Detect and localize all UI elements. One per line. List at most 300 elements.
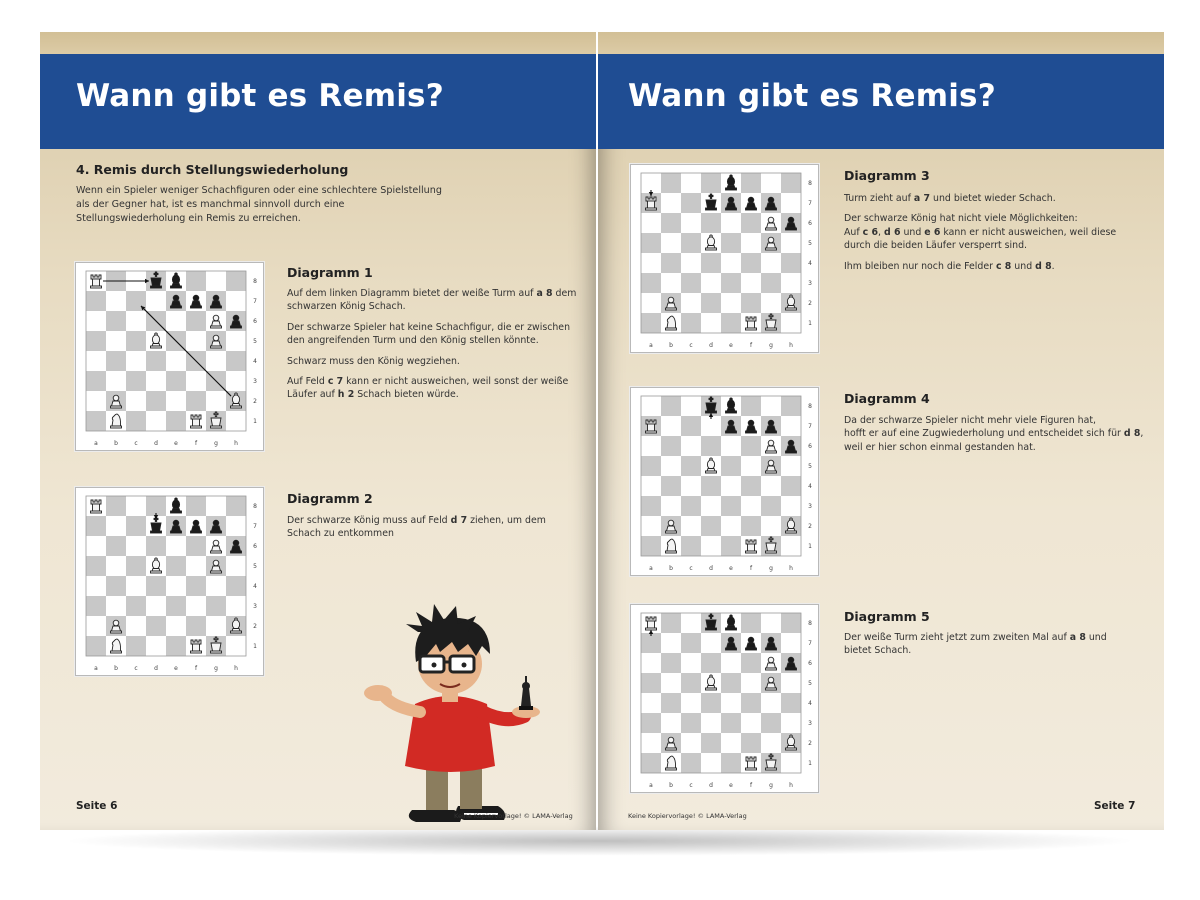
file-label: e: [729, 342, 733, 349]
bold-square: c 6: [862, 226, 878, 238]
board-square: [741, 733, 761, 753]
white-rook-piece: [646, 420, 657, 433]
file-label: b: [114, 440, 118, 447]
board-square: [741, 436, 761, 456]
board-square: [681, 673, 701, 693]
board-square: [126, 371, 146, 391]
white-rook-piece: [746, 540, 757, 553]
rank-label: 2: [808, 740, 812, 747]
rank-label: 5: [253, 338, 257, 345]
file-label: c: [689, 565, 693, 572]
diagram-1-text: [287, 287, 577, 409]
rank-label: 4: [808, 700, 812, 707]
diagram-5-title: Diagramm 5: [844, 609, 930, 624]
paragraph: Auf dem linken Diagramm bietet der weiße Turm auf a 8 dem schwarzen König Schach.: [287, 288, 577, 313]
board-square: [741, 173, 761, 193]
board-square: [641, 713, 661, 733]
file-label: h: [789, 342, 793, 349]
rank-label: 3: [808, 280, 812, 287]
board-square: [721, 733, 741, 753]
board-square: [186, 616, 206, 636]
board-square: [681, 613, 701, 633]
board-square: [701, 476, 721, 496]
board-square: [661, 233, 681, 253]
board-square: [86, 576, 106, 596]
board-square: [661, 713, 681, 733]
board-square: [641, 673, 661, 693]
board-square: [641, 476, 661, 496]
board-square: [661, 476, 681, 496]
board-square: [226, 516, 246, 536]
chess-diagram-2: [75, 487, 264, 676]
chess-board: [76, 263, 263, 450]
board-square: [701, 633, 721, 653]
board-square: [641, 293, 661, 313]
board-square: [126, 496, 146, 516]
board-square: [781, 536, 801, 556]
board-square: [781, 193, 801, 213]
board-square: [681, 193, 701, 213]
rank-label: 1: [808, 320, 812, 327]
board-square: [741, 396, 761, 416]
file-label: f: [194, 665, 198, 672]
chess-board: [631, 388, 818, 575]
board-square: [741, 476, 761, 496]
board-square: [86, 616, 106, 636]
board-square: [126, 556, 146, 576]
board-square: [86, 351, 106, 371]
rank-label: 3: [808, 503, 812, 510]
file-label: a: [94, 665, 98, 672]
page-top-band: [598, 32, 1164, 54]
board-square: [106, 516, 126, 536]
board-square: [106, 311, 126, 331]
board-square: [206, 616, 226, 636]
board-square: [661, 396, 681, 416]
board-square: [641, 693, 661, 713]
chess-board: [631, 605, 818, 792]
board-square: [681, 273, 701, 293]
rank-label: 7: [808, 640, 812, 647]
bold-square: d 8: [1035, 260, 1052, 272]
board-square: [741, 233, 761, 253]
board-square: [681, 713, 701, 733]
board-square: [86, 311, 106, 331]
rank-label: 1: [253, 643, 257, 650]
rank-label: 7: [808, 200, 812, 207]
file-label: d: [709, 782, 713, 789]
white-rook-piece: [646, 197, 657, 210]
board-square: [721, 673, 741, 693]
board-square: [701, 733, 721, 753]
rank-label: 5: [808, 240, 812, 247]
rank-label: 2: [808, 523, 812, 530]
board-square: [681, 293, 701, 313]
file-label: a: [649, 565, 653, 572]
file-label: a: [94, 440, 98, 447]
page-top-band: [40, 32, 596, 54]
board-square: [226, 496, 246, 516]
board-square: [226, 636, 246, 656]
board-square: [741, 496, 761, 516]
board-square: [681, 173, 701, 193]
file-label: d: [154, 665, 158, 672]
board-square: [146, 576, 166, 596]
file-label: b: [114, 665, 118, 672]
diagram-4-title: Diagramm 4: [844, 391, 930, 406]
diagram-4-text: [844, 414, 1144, 461]
chess-diagram-5: [630, 604, 819, 793]
board-square: [781, 456, 801, 476]
paragraph: Da der schwarze Spieler nicht mehr viele Figuren hat, hofft er auf eine Zugwiederholung und entscheidet sich für d 8, weil er hier schon einmal gestanden hat.: [844, 415, 1144, 453]
board-square: [186, 371, 206, 391]
board-square: [226, 271, 246, 291]
board-square: [126, 331, 146, 351]
file-label: f: [749, 782, 753, 789]
board-square: [641, 273, 661, 293]
file-label: e: [174, 440, 178, 447]
board-square: [126, 411, 146, 431]
file-label: d: [709, 565, 713, 572]
rank-label: 3: [808, 720, 812, 727]
board-square: [741, 516, 761, 536]
board-square: [166, 351, 186, 371]
file-label: f: [749, 342, 753, 349]
file-label: c: [134, 440, 138, 447]
file-label: g: [769, 782, 773, 789]
board-square: [641, 213, 661, 233]
mascot-illustration: [360, 592, 540, 830]
board-square: [761, 273, 781, 293]
board-square: [641, 233, 661, 253]
board-square: [186, 496, 206, 516]
board-square: [781, 273, 801, 293]
board-square: [166, 576, 186, 596]
board-square: [166, 371, 186, 391]
file-label: b: [669, 565, 673, 572]
diagram-3-title: Diagramm 3: [844, 168, 930, 183]
board-square: [126, 616, 146, 636]
board-square: [701, 713, 721, 733]
board-square: [721, 476, 741, 496]
board-square: [681, 396, 701, 416]
board-square: [206, 596, 226, 616]
board-square: [721, 436, 741, 456]
board-square: [661, 436, 681, 456]
board-square: [701, 436, 721, 456]
board-square: [226, 576, 246, 596]
board-square: [641, 436, 661, 456]
board-square: [146, 391, 166, 411]
board-square: [166, 391, 186, 411]
board-square: [781, 313, 801, 333]
rank-label: 6: [808, 443, 812, 450]
board-square: [661, 173, 681, 193]
board-square: [721, 536, 741, 556]
board-square: [741, 293, 761, 313]
board-square: [681, 693, 701, 713]
page-heading: Wann gibt es Remis?: [76, 78, 444, 114]
board-square: [226, 596, 246, 616]
rank-label: 6: [808, 220, 812, 227]
board-square: [681, 213, 701, 233]
left-page: [40, 32, 596, 830]
file-label: e: [729, 782, 733, 789]
board-square: [641, 253, 661, 273]
board-square: [146, 596, 166, 616]
rank-label: 4: [808, 483, 812, 490]
board-square: [661, 273, 681, 293]
file-label: d: [154, 440, 158, 447]
file-label: a: [649, 782, 653, 789]
board-square: [701, 653, 721, 673]
rank-label: 2: [253, 398, 257, 405]
board-square: [681, 653, 701, 673]
file-label: f: [194, 440, 198, 447]
board-square: [106, 291, 126, 311]
board-square: [106, 596, 126, 616]
board-square: [641, 753, 661, 773]
board-square: [701, 536, 721, 556]
file-label: a: [649, 342, 653, 349]
rank-label: 8: [808, 620, 812, 627]
bold-square: c 7: [327, 376, 344, 388]
board-square: [86, 556, 106, 576]
board-square: [226, 331, 246, 351]
board-square: [741, 273, 761, 293]
board-square: [741, 713, 761, 733]
diagram-3-text: [844, 192, 1144, 280]
diagram-1-title: Diagramm 1: [287, 265, 373, 280]
board-square: [681, 536, 701, 556]
rank-label: 3: [253, 603, 257, 610]
board-square: [681, 733, 701, 753]
paragraph: Ihm bleiben nur noch die Felder c 8 und d 8.: [844, 260, 1055, 272]
board-square: [186, 311, 206, 331]
board-square: [641, 396, 661, 416]
chess-board: [76, 488, 263, 675]
book-shadow: [60, 826, 1140, 856]
board-square: [761, 476, 781, 496]
chess-diagram-3: [630, 164, 819, 353]
board-square: [146, 616, 166, 636]
paragraph: Der schwarze König hat nicht viele Möglichkeiten: Auf c 6, d 6 und e 6 kann er nicht ausweichen, weil diese durch die beiden Läufer versperrt sind.: [844, 213, 1117, 252]
board-square: [206, 576, 226, 596]
board-square: [166, 616, 186, 636]
bold-square: a 8: [536, 288, 553, 299]
rank-label: 1: [253, 418, 257, 425]
white-rook-piece: [746, 317, 757, 330]
board-square: [701, 273, 721, 293]
right-page: [598, 32, 1164, 830]
board-square: [781, 496, 801, 516]
copyright-note: Keine Kopiervorlage! © LAMA-Verlag: [454, 812, 573, 820]
board-square: [681, 496, 701, 516]
board-square: [681, 456, 701, 476]
board-square: [86, 371, 106, 391]
board-square: [661, 653, 681, 673]
board-square: [226, 371, 246, 391]
bold-square: c 8: [995, 260, 1012, 272]
file-label: g: [769, 342, 773, 349]
board-square: [701, 253, 721, 273]
paragraph: Der schwarze Spieler hat keine Schachfigur, die er zwischen den angreifenden Turm und den König stellen könnte.: [287, 321, 571, 347]
board-square: [761, 516, 781, 536]
board-square: [701, 516, 721, 536]
board-square: [781, 253, 801, 273]
rank-label: 4: [253, 583, 257, 590]
board-square: [761, 253, 781, 273]
file-label: c: [134, 665, 138, 672]
white-rook-piece: [91, 500, 102, 513]
board-square: [86, 411, 106, 431]
board-square: [661, 633, 681, 653]
page-number: Seite 7: [1094, 800, 1136, 812]
board-square: [86, 391, 106, 411]
board-square: [226, 351, 246, 371]
board-square: [761, 293, 781, 313]
board-square: [126, 311, 146, 331]
board-square: [681, 753, 701, 773]
board-square: [661, 193, 681, 213]
board-square: [681, 516, 701, 536]
diagram-5-text: [844, 631, 1144, 665]
board-square: [681, 313, 701, 333]
board-square: [166, 311, 186, 331]
board-square: [206, 391, 226, 411]
board-square: [741, 653, 761, 673]
page-number: Seite 6: [76, 800, 118, 812]
board-square: [86, 291, 106, 311]
board-square: [701, 753, 721, 773]
rank-label: 7: [253, 523, 257, 530]
board-square: [641, 496, 661, 516]
board-square: [721, 713, 741, 733]
file-label: d: [709, 342, 713, 349]
rank-label: 5: [253, 563, 257, 570]
chess-board: [631, 165, 818, 352]
board-square: [741, 673, 761, 693]
bold-square: d 8: [1123, 428, 1141, 440]
diagram-2-title: Diagramm 2: [287, 491, 373, 506]
board-square: [741, 693, 761, 713]
board-square: [661, 673, 681, 693]
rank-label: 1: [808, 760, 812, 767]
board-square: [681, 233, 701, 253]
file-label: c: [689, 782, 693, 789]
board-square: [86, 331, 106, 351]
board-square: [106, 351, 126, 371]
section-title: 4. Remis durch Stellungswiederholung: [76, 162, 349, 177]
white-rook-piece: [191, 415, 202, 428]
chess-diagram-1: [75, 262, 264, 451]
bold-square: d 6: [883, 226, 901, 238]
board-square: [146, 291, 166, 311]
board-square: [226, 556, 246, 576]
paragraph: Auf Feld c 7 kann er nicht ausweichen, weil sonst der weiße Läufer auf h 2 Schach bieten würde.: [287, 376, 569, 401]
rank-label: 3: [253, 378, 257, 385]
board-square: [781, 173, 801, 193]
board-square: [126, 596, 146, 616]
board-square: [781, 233, 801, 253]
file-label: e: [729, 565, 733, 572]
file-label: f: [749, 565, 753, 572]
rank-label: 8: [253, 503, 257, 510]
board-square: [106, 536, 126, 556]
board-square: [206, 351, 226, 371]
board-square: [641, 456, 661, 476]
copyright-note: Keine Kopiervorlage! © LAMA-Verlag: [628, 812, 747, 820]
rank-label: 8: [808, 180, 812, 187]
board-square: [721, 233, 741, 253]
file-label: b: [669, 782, 673, 789]
white-rook-piece: [646, 617, 657, 630]
board-square: [761, 613, 781, 633]
board-square: [681, 633, 701, 653]
board-square: [186, 271, 206, 291]
rank-label: 5: [808, 680, 812, 687]
board-square: [86, 636, 106, 656]
file-label: c: [689, 342, 693, 349]
board-square: [721, 516, 741, 536]
board-square: [106, 371, 126, 391]
board-square: [761, 173, 781, 193]
board-square: [186, 556, 206, 576]
board-square: [781, 713, 801, 733]
board-square: [166, 636, 186, 656]
bold-square: h 2: [337, 389, 355, 401]
board-square: [781, 396, 801, 416]
rank-label: 4: [808, 260, 812, 267]
board-square: [641, 653, 661, 673]
board-square: [106, 576, 126, 596]
rank-label: 6: [253, 543, 257, 550]
board-square: [701, 693, 721, 713]
board-square: [661, 253, 681, 273]
title-banner: [40, 54, 596, 149]
bold-square: e 6: [924, 226, 941, 238]
board-square: [146, 411, 166, 431]
rank-label: 8: [808, 403, 812, 410]
rank-label: 2: [253, 623, 257, 630]
board-square: [86, 516, 106, 536]
board-square: [641, 733, 661, 753]
board-square: [186, 596, 206, 616]
board-square: [661, 613, 681, 633]
board-square: [86, 596, 106, 616]
file-label: h: [789, 565, 793, 572]
white-rook-piece: [191, 640, 202, 653]
bold-square: a 7: [913, 193, 931, 204]
board-square: [166, 596, 186, 616]
board-square: [226, 411, 246, 431]
board-square: [681, 476, 701, 496]
board-square: [741, 253, 761, 273]
board-square: [146, 371, 166, 391]
board-square: [186, 331, 206, 351]
board-square: [721, 253, 741, 273]
board-square: [701, 173, 721, 193]
file-label: b: [669, 342, 673, 349]
board-square: [721, 273, 741, 293]
title-banner: [598, 54, 1164, 149]
board-square: [106, 556, 126, 576]
board-square: [721, 753, 741, 773]
bold-square: d 7: [450, 515, 468, 526]
board-square: [761, 713, 781, 733]
board-square: [661, 416, 681, 436]
rank-label: 7: [253, 298, 257, 305]
